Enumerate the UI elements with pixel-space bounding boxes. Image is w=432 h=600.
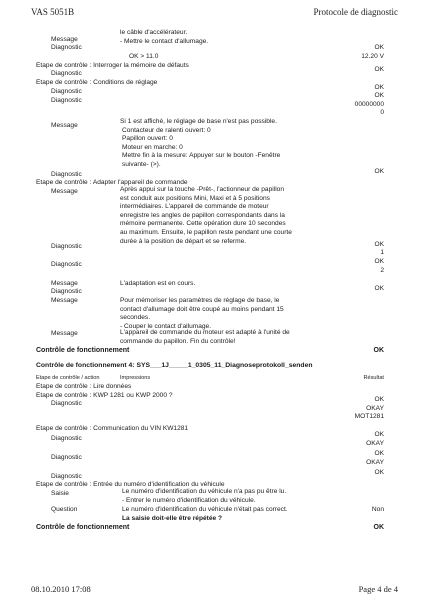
message-line: contact d'allumage doit être coupé au moins pendant 15: [120, 305, 284, 313]
footer-date: 08.10.2010 17:08: [31, 584, 91, 594]
step-conditions-message: [120, 118, 280, 170]
step-vin-diag1: Diagnostic: [51, 435, 82, 442]
message-line: commande du papillon. Fin du contrôle!: [120, 337, 236, 345]
step-adapter-message3-label: Message: [51, 297, 78, 304]
section4-col-left: Etape de contrôle / action: [36, 375, 100, 381]
step-adapter-message2: L'adaptation est en cours.: [120, 280, 196, 287]
message-line: Contacteur de ralenti ouvert: 0: [122, 126, 211, 134]
step-defauts-label: Etape de contrôle : Interroger la mémoire de défauts: [36, 62, 189, 69]
block1-line: - Mettre le contact d'allumage.: [120, 37, 209, 45]
step-vin-status1a: OK: [374, 431, 384, 438]
step-adapter-diag1: Diagnostic: [51, 243, 82, 250]
result2-status: OK: [373, 524, 384, 531]
step-conditions-diag1: Diagnostic: [51, 88, 82, 95]
message-line: secondes.: [120, 314, 151, 322]
message-line: Pour mémoriser les paramètres de réglage de base, le: [120, 297, 280, 304]
step-conditions-diag2: Diagnostic: [51, 97, 82, 104]
step-adapter-status2: OK: [374, 258, 384, 265]
block1-condition: OK > 11.0: [129, 53, 159, 60]
step-adapter-label: Etape de contrôle : Adapter l'appareil de commande: [36, 179, 188, 186]
step-conditions-value1: 00000000: [354, 101, 384, 108]
step-vin-label: Etape de contrôle : Communication du VIN KW1281: [36, 425, 189, 432]
message-line: - Couper le contact d'allumage.: [120, 322, 212, 330]
step-adapter-message4-label: Message: [51, 330, 78, 337]
step-adapter-message2-label: Message: [51, 280, 78, 287]
message-line: au maximum. Ensuite, le papillon reste pendant une courte: [120, 228, 292, 236]
step-vin-diag2: Diagnostic: [51, 454, 82, 461]
step-vin-status2b: OKAY: [366, 459, 384, 466]
message-line: Mettre fin à la mesure: Appuyer sur le bouton -Fenêtre: [122, 152, 281, 160]
section4-col-mid: Impressions: [120, 375, 151, 381]
message-line: L'appareil de commande du moteur est adapté à l'unité de: [120, 329, 290, 336]
step-vin-status1b: OKAY: [366, 440, 384, 447]
message-line: enregistre les angles de papillon correspondants dans la: [120, 211, 285, 219]
step-adapter-diag3: Diagnostic: [51, 288, 82, 295]
step-vin-status2a: OK: [374, 450, 384, 457]
step-conditions-status1: OK: [374, 84, 384, 91]
block1-status: OK: [374, 44, 384, 51]
message-line: Moteur en marche: 0: [122, 143, 183, 151]
step-entree-question: Le numéro d'identification du véhicule n'était pas correct.: [122, 506, 288, 513]
step-kwp-value: MOT1281: [354, 413, 384, 420]
step-kwp-label: Etape de contrôle : KWP 1281 ou KWP 2000 ?: [36, 392, 173, 399]
message-line: mémoire permanente. Cette opération dure 10 secondes: [120, 220, 286, 228]
block1-line: le câble d'accélérateur.: [120, 29, 188, 36]
message-line: est conduit aux positions Mini, Maxi et à 5 positions: [120, 194, 270, 202]
saisie-line: - Entrer le numéro d'identification du véhicule.: [122, 496, 256, 504]
step-adapter-value2: 2: [380, 267, 384, 274]
step-adapter-message-label: Message: [51, 188, 78, 195]
message-line: Si 1 est affiché, le réglage de base n'est pas possible.: [120, 118, 277, 125]
step-entree-label: Etape de contrôle : Entrée du numéro d'identification du véhicule: [36, 481, 225, 488]
step-conditions-status3: OK: [374, 168, 384, 175]
step-conditions-diag3: Diagnostic: [51, 171, 82, 178]
message-line: intermédiaires. L'appareil de commande de moteur: [120, 203, 269, 211]
step-vin-status3: OK: [374, 469, 384, 476]
step-adapter-message3: [120, 297, 284, 331]
step-entree-question-value: Non: [371, 506, 384, 513]
step-conditions-message-label: Message: [51, 122, 78, 129]
step-kwp-status2: OKAY: [366, 405, 384, 412]
header-app-name: VAS 5051B: [31, 7, 75, 17]
step-entree-question-bold: La saisie doit-elle être répétée ?: [122, 515, 223, 522]
saisie-line: Le numéro d'identification du véhicule n'a pas pu être lu.: [122, 488, 287, 495]
footer-page-number: Page 4 de 4: [358, 584, 398, 594]
step-adapter-value1: 1: [380, 249, 384, 256]
block1-diagnostic-label: Diagnostic: [51, 44, 82, 51]
step-vin-diag3: Diagnostic: [51, 473, 82, 480]
step-entree-saisie: [122, 488, 286, 505]
step-entree-question-label: Question: [51, 506, 78, 513]
block1-message-label: Message: [51, 36, 78, 43]
step-conditions-status2: OK: [374, 92, 384, 99]
block1-text: [120, 29, 208, 46]
message-line: durée à la position de départ et se referme.: [120, 237, 247, 245]
message-line: suivante- (>).: [122, 160, 161, 168]
step-kwp-status1: OK: [374, 396, 384, 403]
section4-col-right: Résultat: [363, 375, 384, 381]
header-document-title: Protocole de diagnostic: [313, 7, 398, 17]
step-adapter-status1: OK: [374, 241, 384, 248]
message-line: Après appui sur la touche -Prêt-, l'actionneur de papillon: [120, 186, 285, 193]
step-donnees-label: Etape de contrôle : Lire données: [36, 383, 132, 390]
step-entree-saisie-label: Saisie: [51, 490, 69, 497]
result1-label: Contrôle de fonctionnement: [36, 347, 130, 354]
step-adapter-message4: [120, 329, 290, 346]
step-adapter-status3: OK: [374, 285, 384, 292]
section4-title: Contrôle de fonctionnement 4: SYS___1J_____1_0305_11_Diagnoseprotokoll_senden: [36, 362, 313, 369]
result2-label: Contrôle de fonctionnement: [36, 524, 130, 531]
step-adapter-message: [120, 186, 292, 246]
result1-status: OK: [373, 347, 384, 354]
step-conditions-label: Etape de contrôle : Conditions de réglage: [36, 79, 158, 86]
step-conditions-value2: 0: [380, 109, 384, 116]
step-adapter-diag2: Diagnostic: [51, 261, 82, 268]
step-defauts-status: OK: [374, 66, 384, 73]
step-defauts-diag-label: Diagnostic: [51, 70, 82, 77]
step-kwp-diag-label: Diagnostic: [51, 400, 82, 407]
message-line: Papillon ouvert: 0: [122, 135, 173, 143]
block1-value: 12.20 V: [361, 53, 384, 60]
